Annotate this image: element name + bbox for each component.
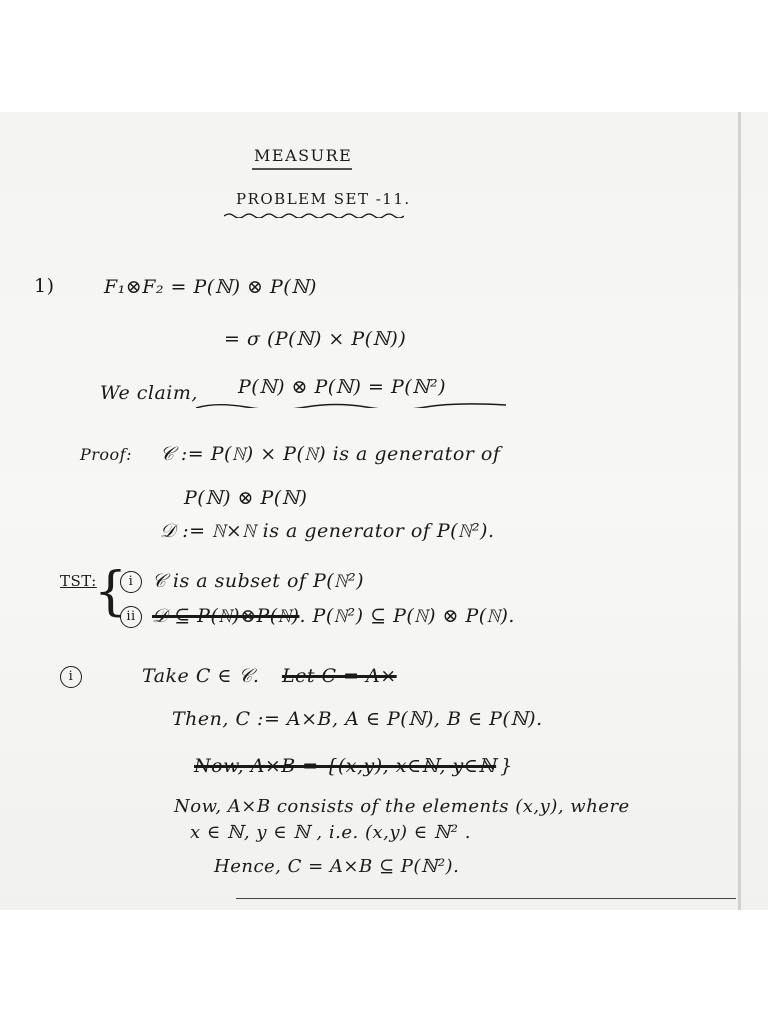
tst-brace: { bbox=[94, 562, 128, 622]
line-generated-sigma: = σ (P(ℕ) × P(ℕ)) bbox=[224, 328, 407, 350]
page-subtitle: PROBLEM SET -11. bbox=[236, 190, 411, 208]
line-product-sigma-algebra: F₁⊗F₂ = P(ℕ) ⊗ P(ℕ) bbox=[104, 276, 317, 298]
item-i-circle: i bbox=[120, 571, 142, 593]
now-struck-text: Now, A×B = {(x,y), x∈ℕ, y∈ℕ bbox=[194, 755, 497, 777]
notebook-page bbox=[0, 112, 768, 910]
page-title: MEASURE bbox=[254, 146, 353, 165]
claim-label: We claim, bbox=[100, 382, 198, 404]
now-struck-brace: } bbox=[500, 755, 513, 777]
generator-D-definition: 𝒟 := ℕ×ℕ is a generator of P(ℕ²). bbox=[160, 520, 495, 542]
part-i-struck: Let C = A× bbox=[281, 665, 397, 687]
part-i-text: Take C ∈ 𝒞. bbox=[142, 665, 260, 687]
proof-membership-line: x ∈ ℕ, y ∈ ℕ , i.e. (x,y) ∈ ℕ² . bbox=[190, 822, 471, 843]
product-sigma-line: P(ℕ) ⊗ P(ℕ) bbox=[184, 487, 308, 509]
item-ii-text: . P(ℕ²) ⊆ P(ℕ) ⊗ P(ℕ). bbox=[299, 605, 515, 627]
claim-statement: P(ℕ) ⊗ P(ℕ) = P(ℕ²) bbox=[238, 376, 447, 398]
title-underline bbox=[252, 166, 352, 172]
item-ii-circle: ii bbox=[120, 606, 142, 628]
tst-label: TST: bbox=[60, 572, 97, 590]
part-i-circle: i bbox=[60, 666, 82, 688]
tst-item-i bbox=[120, 570, 364, 593]
proof-consists-line: Now, A×B consists of the elements (x,y), where bbox=[174, 796, 630, 817]
problem-number: 1) bbox=[34, 275, 55, 297]
proof-label: Proof: bbox=[80, 445, 132, 464]
tst-item-ii bbox=[120, 605, 515, 628]
claim-underline bbox=[196, 402, 506, 408]
generator-C-definition: 𝒞 := P(ℕ) × P(ℕ) is a generator of bbox=[160, 443, 501, 465]
subtitle-wavy-underline bbox=[224, 212, 404, 218]
footer-rule bbox=[236, 898, 736, 899]
item-i-text: 𝒞 is a subset of P(ℕ²) bbox=[152, 570, 364, 592]
proof-then-line: Then, C := A×B, A ∈ P(ℕ), B ∈ P(ℕ). bbox=[172, 708, 543, 730]
proof-hence-line: Hence, C = A×B ⊆ P(ℕ²). bbox=[214, 856, 460, 877]
item-ii-struck: 𝒟 ⊆ P(ℕ)⊗P(ℕ) bbox=[152, 605, 300, 627]
proof-part-i bbox=[60, 665, 397, 688]
page-edge bbox=[738, 112, 741, 910]
proof-now-struck-line bbox=[194, 755, 513, 777]
